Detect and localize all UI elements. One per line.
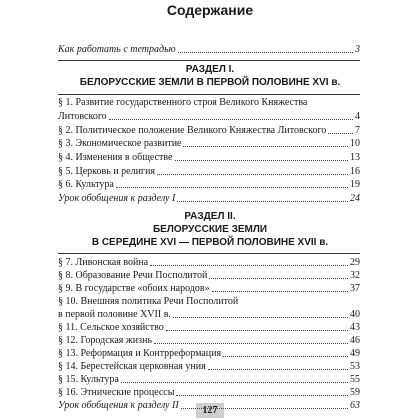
section-heading-number: РАЗДЕЛ II. xyxy=(184,211,236,222)
toc-entry-page: 32 xyxy=(350,270,360,281)
toc-entry-11[interactable] xyxy=(58,321,360,334)
toc-entry-intro[interactable] xyxy=(58,43,360,56)
toc-entry-review-1[interactable] xyxy=(58,192,360,205)
toc-entry-label: § 13. Реформация и Контрреформация xyxy=(58,348,222,359)
toc-entry-label: § 7. Ливонская война xyxy=(58,257,149,268)
section-heading-subtitle: В СЕРЕДИНЕ XVI — ПЕРВОЙ ПОЛОВИНЕ XVII в. xyxy=(91,237,329,248)
section-heading-title: БЕЛОРУССКИЕ ЗЕМЛИ xyxy=(152,224,268,235)
toc-entry-2[interactable] xyxy=(58,124,360,137)
leader-dots xyxy=(177,201,348,202)
toc-entry-page: 49 xyxy=(350,348,360,359)
leader-dots xyxy=(175,160,349,161)
toc-entry-label: в первой половине XVII в. xyxy=(58,309,171,320)
toc-entry-label: § 4. Изменения в обществе xyxy=(58,152,173,163)
toc-entry-page: 10 xyxy=(350,138,360,149)
toc-entry-label: § 10. Внешняя политика Речи Посполитой xyxy=(58,296,239,307)
divider xyxy=(58,94,360,95)
leader-dots xyxy=(166,330,348,331)
section-heading-title: БЕЛОРУССКИЕ ЗЕМЛИ В ПЕРВОЙ ПОЛОВИНЕ XVI в. xyxy=(79,77,341,88)
toc-entry-13[interactable] xyxy=(58,347,360,360)
toc-entry-9[interactable] xyxy=(58,282,360,295)
toc-entry-label: § 9. В государстве «обоих народов» xyxy=(58,283,210,294)
toc-entry-review-2[interactable] xyxy=(58,399,360,412)
toc-entry-label: Урок обобщения к разделу II xyxy=(58,400,179,411)
leader-dots xyxy=(176,395,348,396)
toc-entry-page: 29 xyxy=(350,257,360,268)
toc-entry-page: 13 xyxy=(350,152,360,163)
toc-entry-label: § 6. Культура xyxy=(58,179,114,190)
toc-entry-3[interactable] xyxy=(58,137,360,150)
toc-entry-page: 53 xyxy=(350,361,360,372)
divider xyxy=(58,253,360,254)
toc-entry-5[interactable] xyxy=(58,165,360,178)
toc-entry-label: § 12. Городская жизнь xyxy=(58,335,153,346)
toc-entry-label: Как работать с тетрадью xyxy=(58,44,176,55)
leader-dots xyxy=(109,119,353,120)
leader-dots xyxy=(157,174,348,175)
leader-dots xyxy=(178,52,353,53)
divider xyxy=(58,60,360,61)
leader-dots xyxy=(116,187,348,188)
leader-dots xyxy=(181,408,348,409)
leader-dots xyxy=(212,291,348,292)
toc-entry-label: § 3. Экономическое развитие xyxy=(58,138,182,149)
toc-entry-6[interactable] xyxy=(58,178,360,191)
section-heading-number: РАЗДЕЛ I. xyxy=(185,64,235,75)
toc-entry-page: 16 xyxy=(350,166,360,177)
leader-dots xyxy=(208,369,348,370)
toc-entry-label: § 8. Образование Речи Посполитой xyxy=(58,270,208,281)
leader-dots xyxy=(154,343,348,344)
toc-entry-page: 46 xyxy=(350,335,360,346)
toc-entry-1-line1[interactable] xyxy=(58,96,360,109)
toc-entry-8[interactable] xyxy=(58,269,360,282)
toc-entry-14[interactable] xyxy=(58,360,360,373)
leader-dots xyxy=(121,382,348,383)
toc-entry-page: 4 xyxy=(355,111,360,122)
toc-entry-page: 19 xyxy=(350,179,360,190)
leader-dots xyxy=(209,278,348,279)
toc-entry-page: 37 xyxy=(350,283,360,294)
toc-entry-label: § 2. Политическое положение Великого Княжества Литовского xyxy=(58,125,327,136)
toc-entry-4[interactable] xyxy=(58,151,360,164)
toc-entry-page: 43 xyxy=(350,322,360,333)
toc-entry-label: § 15. Культура xyxy=(58,374,119,385)
toc-entry-15[interactable] xyxy=(58,373,360,386)
leader-dots xyxy=(150,265,348,266)
toc-entry-10[interactable] xyxy=(58,308,360,321)
toc-entry-page: 63 xyxy=(350,400,360,411)
toc-entry-1[interactable] xyxy=(58,110,360,123)
leader-dots xyxy=(183,146,348,147)
toc-entry-label: § 11. Сельское хозяйство xyxy=(58,322,164,333)
toc-entry-label: § 1. Развитие государственного строя Великого Княжества xyxy=(58,97,308,108)
toc-entry-page: 55 xyxy=(350,374,360,385)
toc-entry-12[interactable] xyxy=(58,334,360,347)
toc-entry-page: 3 xyxy=(355,44,360,55)
toc-entry-10-line1[interactable] xyxy=(58,295,360,308)
toc-entry-7[interactable] xyxy=(58,256,360,269)
toc-entry-page: 40 xyxy=(350,309,360,320)
page-number: 127 xyxy=(196,403,224,418)
page-title: Содержание xyxy=(166,2,254,18)
leader-dots xyxy=(223,356,348,357)
toc-entry-16[interactable] xyxy=(58,386,360,399)
toc-entry-label: Литовского xyxy=(58,111,107,122)
toc-entry-page: 7 xyxy=(355,125,360,136)
toc-entry-page: 24 xyxy=(350,193,360,204)
toc-entry-label: § 5. Церковь и религия xyxy=(58,166,155,177)
toc-entry-label: § 14. Берестейская церковная уния xyxy=(58,361,206,372)
leader-dots xyxy=(173,317,348,318)
toc-entry-page: 59 xyxy=(350,387,360,398)
toc-entry-label: Урок обобщения к разделу I xyxy=(58,193,176,204)
leader-dots xyxy=(328,133,353,134)
toc-entry-label: § 16. Этнические процессы xyxy=(58,387,175,398)
